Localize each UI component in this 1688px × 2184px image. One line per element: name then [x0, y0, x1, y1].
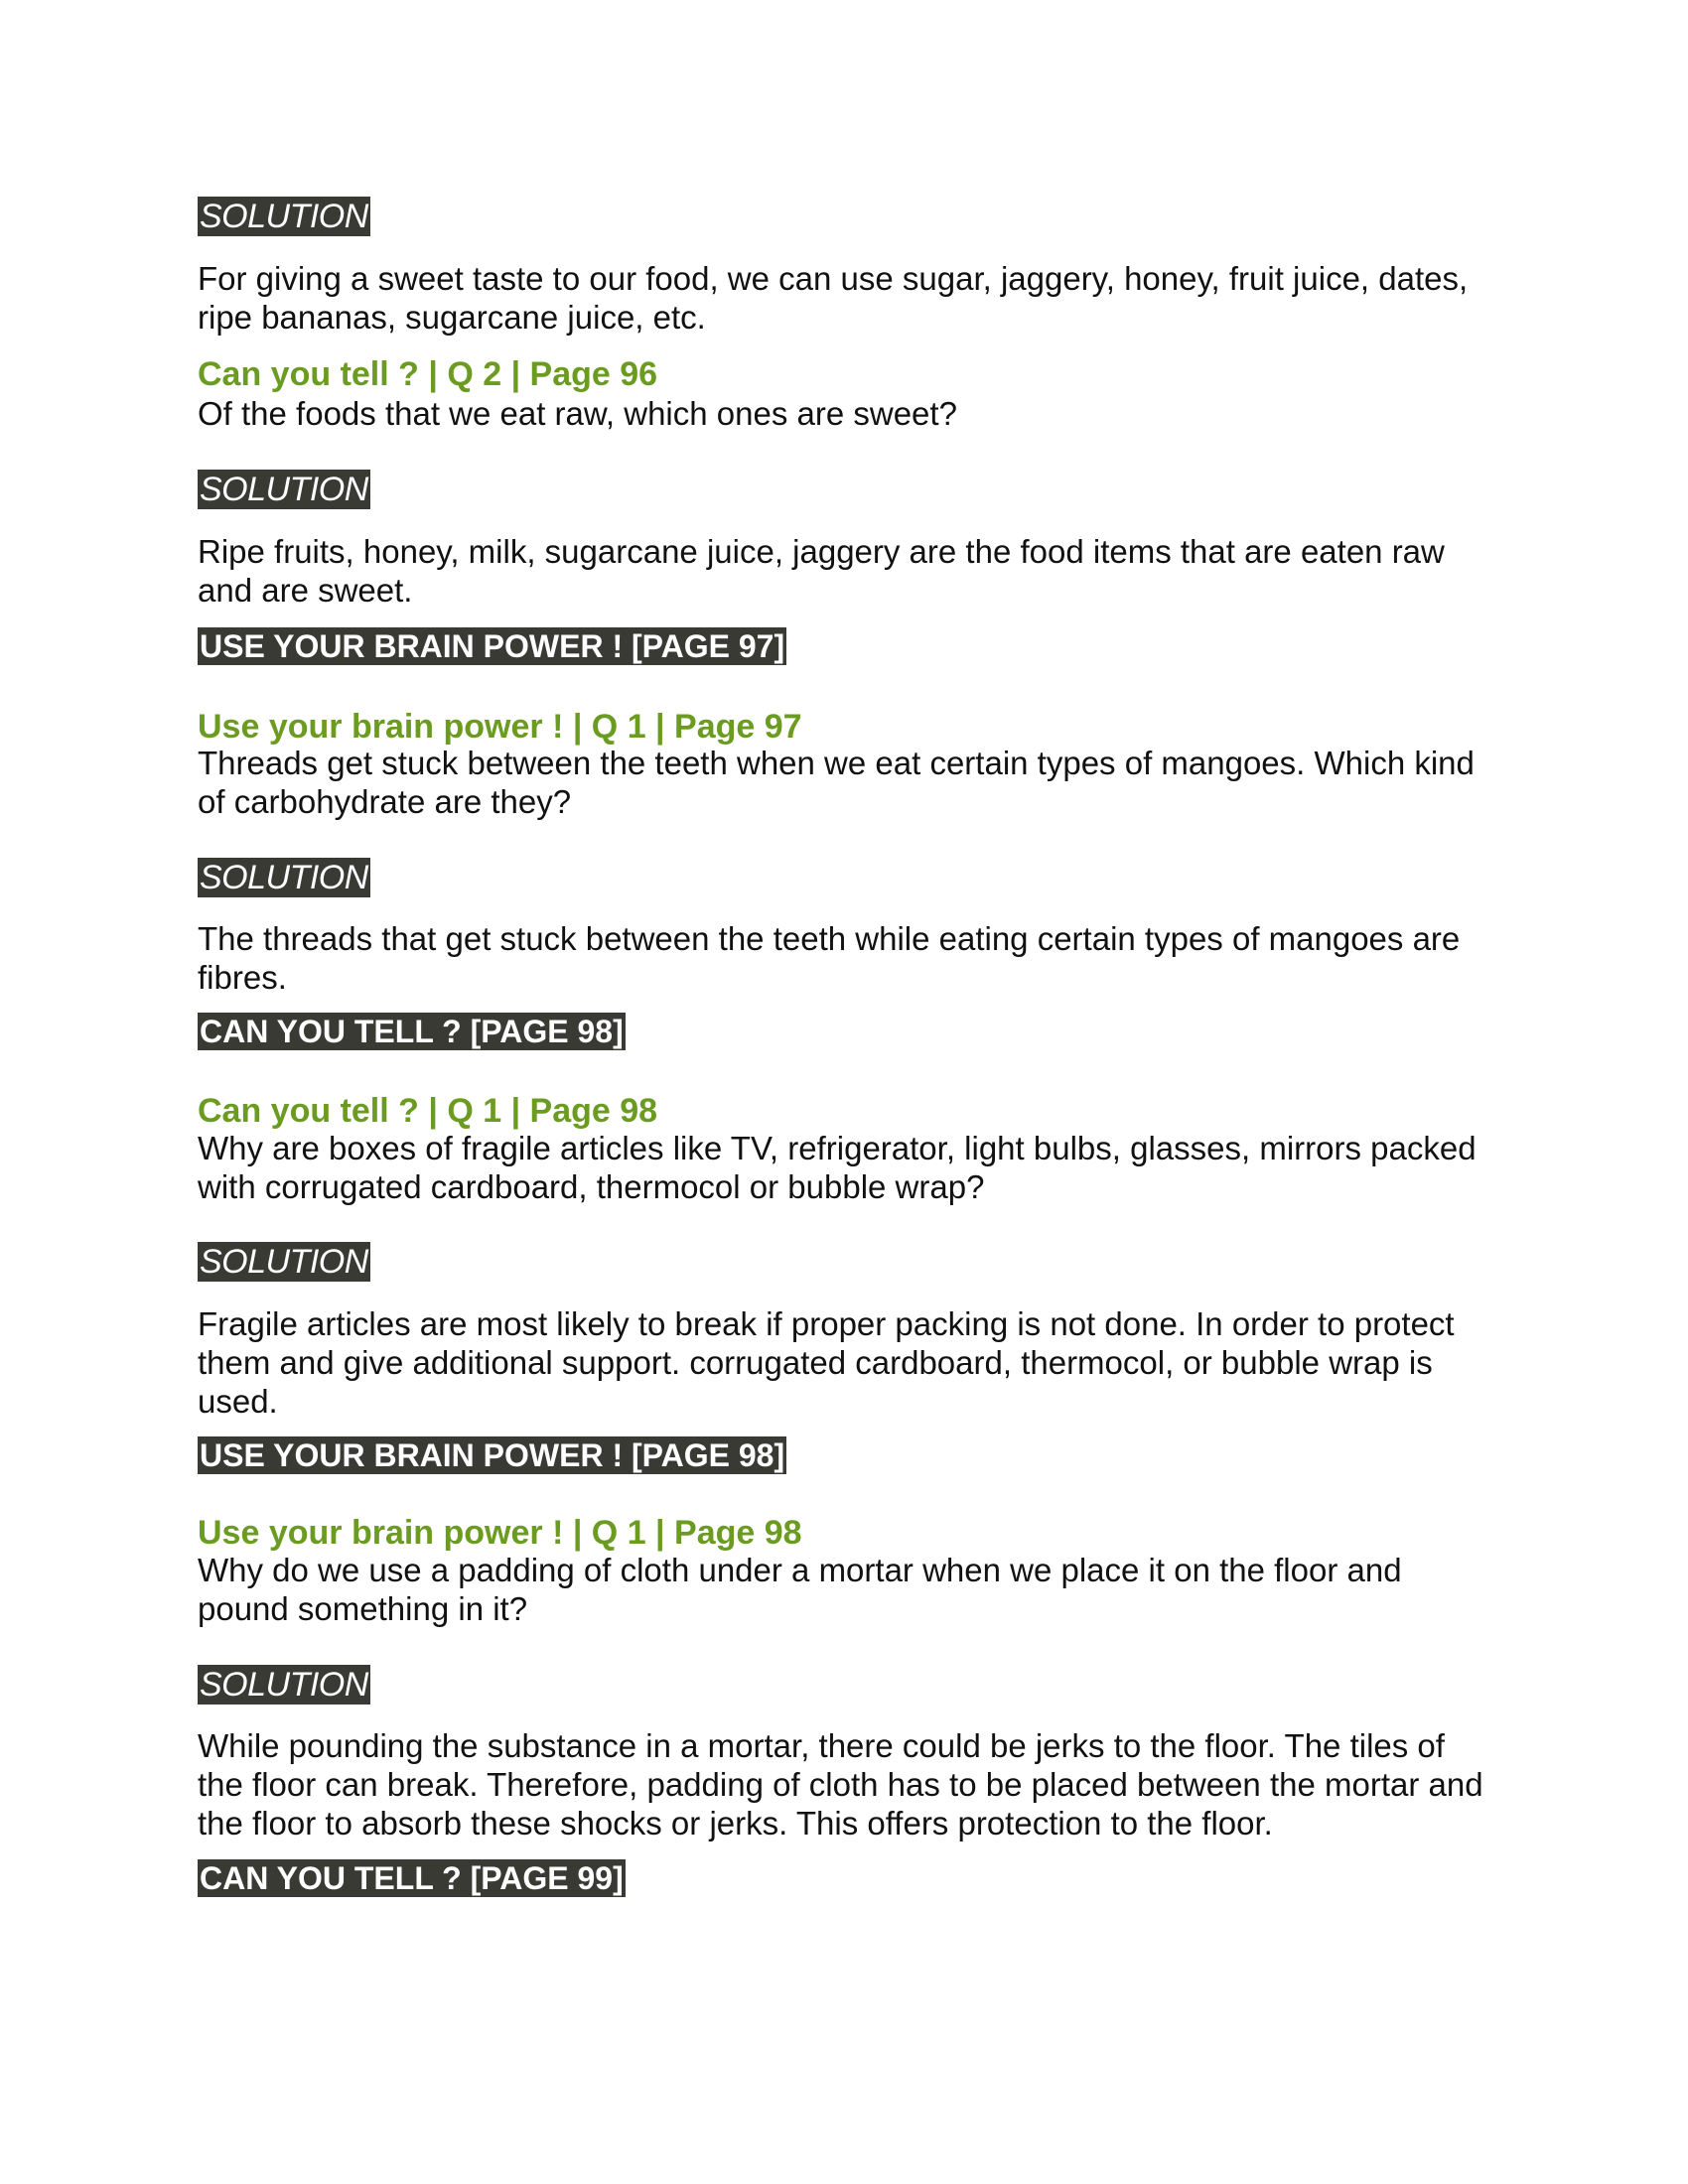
solution-label	[198, 1242, 370, 1282]
answer-text: While pounding the substance in a mortar, there could be jerks to the floor. The tiles of the floor can break. Therefore, padding of cloth has to be placed between the mortar and the floor to absorb these shocks or jerks. This offers protection to the floor.	[198, 1727, 1483, 1842]
solution-label-text: SOLUTION	[200, 471, 368, 508]
section-header-text: USE YOUR BRAIN POWER ! [PAGE 97]	[200, 628, 785, 664]
question-heading: Can you tell ? | Q 2 | Page 96	[198, 355, 658, 393]
section-header	[198, 1013, 626, 1050]
section-header-text: CAN YOU TELL ? [PAGE 99]	[200, 1860, 624, 1896]
solution-label-text: SOLUTION	[200, 1666, 368, 1704]
section-header-text: CAN YOU TELL ? [PAGE 98]	[200, 1014, 624, 1049]
question-text: Why do we use a padding of cloth under a mortar when we place it on the floor and pound something in it?	[198, 1552, 1402, 1627]
question-text: Threads get stuck between the teeth when we eat certain types of mangoes. Which kind of carbohydrate are they?	[198, 745, 1475, 820]
question-heading: Use your brain power ! | Q 1 | Page 98	[198, 1514, 802, 1552]
question-text: Of the foods that we eat raw, which ones are sweet?	[198, 395, 957, 432]
section-header	[198, 627, 786, 665]
solution-label	[198, 1665, 370, 1705]
solution-label	[198, 858, 370, 897]
solution-label-text: SOLUTION	[200, 859, 368, 896]
question-text: Why are boxes of fragile articles like TV, refrigerator, light bulbs, glasses, mirrors packed with corrugated cardboard, thermocol or bubble wrap?	[198, 1130, 1477, 1205]
solution-label-text: SOLUTION	[200, 1243, 368, 1281]
solution-label-text: SOLUTION	[200, 198, 368, 235]
answer-text: For giving a sweet taste to our food, we can use sugar, jaggery, honey, fruit juice, dates, ripe bananas, sugarcane juice, etc.	[198, 260, 1469, 336]
section-header	[198, 1436, 786, 1474]
answer-text: Fragile articles are most likely to break if proper packing is not done. In order to protect them and give additional support. corrugated cardboard, thermocol, or bubble wrap is used.	[198, 1305, 1455, 1420]
question-heading: Use your brain power ! | Q 1 | Page 97	[198, 708, 802, 746]
section-header	[198, 1859, 626, 1897]
section-header-text: USE YOUR BRAIN POWER ! [PAGE 98]	[200, 1437, 785, 1473]
solution-label	[198, 470, 370, 509]
answer-text: The threads that get stuck between the teeth while eating certain types of mangoes are fibres.	[198, 920, 1461, 996]
solution-label	[198, 197, 370, 236]
answer-text: Ripe fruits, honey, milk, sugarcane juice, jaggery are the food items that are eaten raw and are sweet.	[198, 533, 1445, 609]
question-heading: Can you tell ? | Q 1 | Page 98	[198, 1092, 658, 1130]
